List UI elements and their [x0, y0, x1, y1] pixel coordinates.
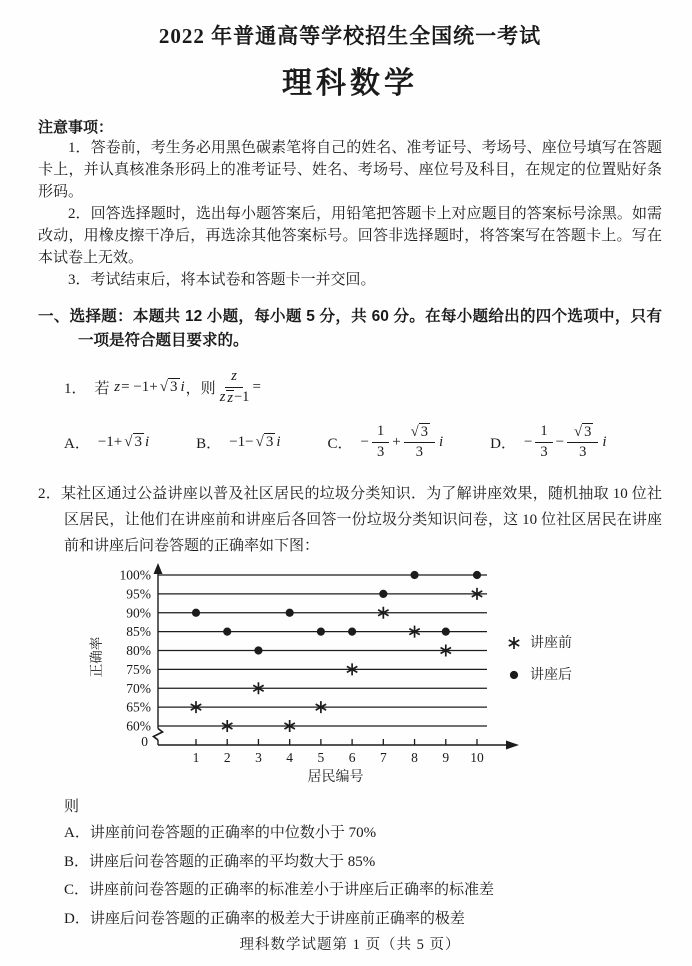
fraction: $\frac{1}{3}$ — [535, 423, 552, 461]
svg-text:正确率: 正确率 — [89, 636, 104, 678]
q1-var-i: i — [180, 378, 185, 395]
fraction-numerator: z — [231, 368, 237, 385]
radicand: 3 — [134, 434, 142, 450]
svg-text:75%: 75% — [126, 661, 151, 677]
radical-sign: √ — [574, 423, 583, 440]
svg-text:7: 7 — [379, 750, 387, 765]
radical-sign: √ — [159, 378, 168, 395]
question-1 — [38, 365, 662, 409]
radical-sign: √ — [124, 433, 133, 450]
q1-text: ，则 — [185, 380, 216, 397]
question-2-stem: 2．某社区通过公益讲座以普及社区居民的垃圾分类知识．为了解讲座效果，随机抽取 10 位社区居民，让他们在讲座前和讲座后各回答一份垃圾分类知识问卷，这 10 位社区居民在讲座前和讲座后问卷答题的正确率如下图： — [38, 486, 662, 554]
svg-text:10: 10 — [470, 750, 484, 765]
chart-correct-rate — [0, 561, 692, 793]
notice-heading: 注意事项： — [38, 119, 114, 136]
radicand: 3 — [265, 434, 274, 450]
q1-text: = −1+ — [121, 378, 158, 395]
fraction: √ 3 3 — [404, 423, 435, 462]
svg-text:90%: 90% — [126, 605, 151, 621]
chart-svg — [0, 561, 692, 793]
notice-section — [38, 102, 662, 291]
svg-text:80%: 80% — [126, 643, 151, 658]
svg-text:85%: 85% — [126, 624, 151, 640]
svg-text:95%: 95% — [126, 586, 151, 602]
radical-sign: √ — [410, 423, 419, 440]
svg-text:60%: 60% — [126, 718, 151, 734]
q2-option-b: B．讲座后问卷答题的正确率的平均数大于 85% — [64, 853, 376, 870]
q1-option-d: D． − $\frac{1}{3}$ − √ 3 3 i — [490, 423, 607, 460]
q1-option-c: C． − $\frac{1}{3}$ + √ 3 3 i — [327, 423, 444, 460]
svg-text:70%: 70% — [126, 680, 151, 696]
notice-item-3: 3．考试结束后，将本试卷和答题卡一并交回。 — [68, 272, 376, 288]
z-conjugate: z — [227, 389, 233, 406]
question-1-number: 1． — [64, 380, 87, 397]
radicand: 3 — [420, 423, 428, 440]
svg-text:9: 9 — [442, 750, 450, 765]
q2-options — [38, 819, 662, 933]
radicand: 3 — [584, 423, 592, 440]
svg-text:5: 5 — [317, 750, 325, 765]
svg-text:8: 8 — [411, 750, 418, 765]
q1-option-a: A． −1+ √ 3 i — [64, 433, 150, 452]
notice-item-1: 1．答卷前，考生务必用黑色碳素笔将自己的姓名、准考证号、考场号、座位号填写在答题卡上，并认真核准条形码上的准考证号、姓名、考场号、座位号及科目，在规定的位置贴好条形码。 — [38, 140, 662, 200]
svg-text:讲座前: 讲座前 — [530, 636, 572, 651]
then-label: 则 — [64, 799, 80, 815]
q1-option-b: B． −1− √ 3 i — [196, 433, 281, 452]
q1-var-z: z — [114, 378, 121, 395]
equals-sign: = — [252, 378, 261, 395]
svg-text:1: 1 — [192, 750, 200, 765]
svg-text:0: 0 — [141, 734, 148, 749]
radical-sign: √ — [255, 433, 264, 450]
svg-text:65%: 65% — [126, 699, 151, 715]
svg-text:3: 3 — [255, 750, 262, 765]
q2-option-a: A．讲座前问卷答题的正确率的中位数小于 70% — [64, 825, 377, 841]
q2-option-d: D．讲座后问卷答题的正确率的极差大于讲座前正确率的极差 — [64, 910, 465, 927]
page-footer: 理科数学试题第 1 页（共 5 页） — [239, 937, 461, 953]
page-title: 2022 年普通高等学校招生全国统一考试 — [158, 24, 542, 48]
q2-option-c: C．讲座前问卷答题的正确率的标准差小于讲座后正确率的标准差 — [64, 882, 495, 898]
fraction: $\frac{1}{3}$ — [372, 423, 389, 461]
svg-text:4: 4 — [286, 750, 294, 765]
fraction: √ 3 3 — [567, 423, 598, 462]
svg-text:讲座后: 讲座后 — [530, 668, 572, 683]
page-subtitle: 理科数学 — [282, 67, 418, 100]
q1-fraction — [219, 368, 250, 406]
notice-item-2: 2．回答选择题时，选出每小题答案后，用铅笔把答题卡上对应题目的答案标号涂黑。如需改动，用橡皮擦干净后，再选涂其他答案标号。回答非选择题时，将答案写在答题卡上。写在本试卷上无效。 — [38, 206, 662, 266]
radicand: 3 — [170, 379, 178, 395]
section-heading: 一、选择题：本题共 12 小题，每小题 5 分，共 60 分。在每小题给出的四个选项中，只有一项是符合题目要求的。 — [38, 308, 662, 349]
svg-text:6: 6 — [348, 750, 356, 765]
q1-text: 若 — [94, 380, 110, 397]
q1-options — [38, 417, 662, 467]
fraction-denominator: z z −1 — [219, 388, 250, 406]
svg-text:2: 2 — [223, 750, 231, 765]
svg-text:100%: 100% — [119, 567, 151, 583]
svg-text:居民编号: 居民编号 — [307, 770, 364, 785]
